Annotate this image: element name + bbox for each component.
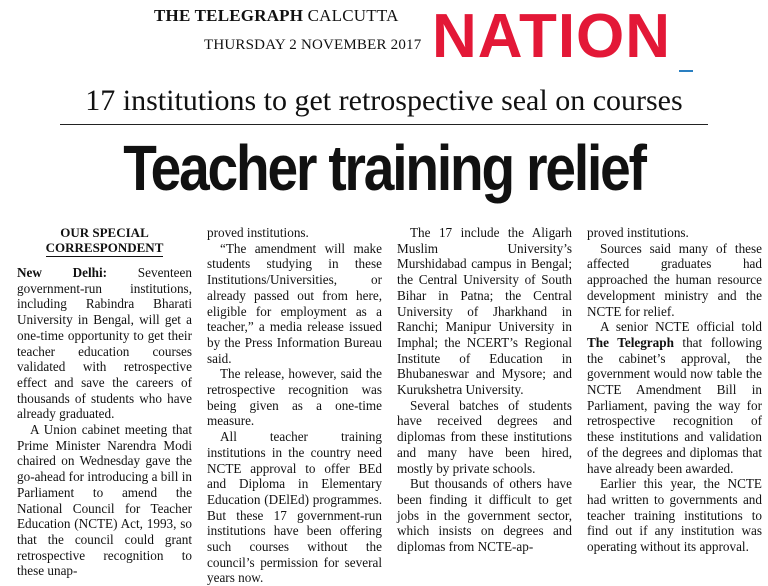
article-paragraph: “The amendment will make students studying in these Institutions/Universities, or already passed out from here, eligible for employment as a teacher,” a media release issued by the Press Information Bureau said.: [207, 240, 382, 366]
kicker-headline: 17 institutions to get retrospective seal on courses: [85, 84, 683, 117]
main-headline: Teacher training relief: [123, 132, 645, 204]
article-column-1: [17, 225, 192, 579]
paragraph-text: Seventeen government-run institutions, including Rabindra Bharati University in Bengal, will get a one-time opportunity to get their teacher education courses validated with retrospective effect and save the careers of thousands of students who have already graduated.: [17, 265, 192, 422]
kicker-rule: [60, 124, 708, 125]
article-column-2: [207, 225, 382, 586]
newspaper-city: CALCUTTA: [307, 6, 399, 25]
article-column-3: [397, 225, 572, 555]
newspaper-title: THE TELEGRAPH: [154, 6, 304, 25]
byline-line-2: CORRESPONDENT: [45, 240, 164, 255]
paragraph-text: that following: [673, 334, 762, 350]
article-paragraph: But thousands of others have been finding it difficult to get jobs in the government sector, which insists on degrees and diplomas from NCTE-ap-: [397, 476, 572, 555]
article-paragraph: proved institutions.: [207, 225, 309, 240]
section-title: NATION: [432, 2, 672, 71]
article-paragraph: All teacher training institutions in the country need NCTE approval to offer BEd and Diploma in Elementary Education (DElEd) programmes. But these 17 government-run institutions have been offering such courses without the council’s permission for several years now.: [207, 429, 382, 586]
byline: [17, 225, 192, 257]
section-accent-mark: [679, 70, 693, 72]
dateline: New Delhi:: [17, 265, 108, 280]
paragraph-text: the cabinet’s approval, the government would now table the NCTE Amendment Bill in Parliament, paving the way for retrospective recognition of these institutions and validation of the degrees and diplomas that have already been awarded.: [587, 350, 762, 476]
article-column-4: [587, 225, 762, 555]
article-paragraph: The release, however, said the retrospective recognition was being given as a one-time measure.: [207, 366, 382, 429]
paragraph-text: A senior NCTE official told: [600, 319, 762, 335]
article-paragraph: proved institutions.: [587, 225, 689, 240]
article-paragraph: Earlier this year, the NCTE had written to governments and teacher training institutions to find out if any institution was operating without its approval.: [587, 476, 762, 555]
article-paragraph: [17, 265, 192, 422]
issue-date: THURSDAY 2 NOVEMBER 2017: [204, 37, 422, 53]
article-paragraph: A Union cabinet meeting that Prime Minister Narendra Modi chaired on Wednesday gave the go-ahead for introducing a bill in Parliament to amend the National Council for Teacher Education (NCTE) Act, 1993, so that the council could grant retrospective recognition to these unap-: [17, 422, 192, 579]
article-paragraph: [587, 319, 762, 476]
newspaper-name: [154, 6, 399, 26]
byline-line-1: OUR SPECIAL: [60, 225, 149, 240]
article-paragraph: Sources said many of these affected graduates had approached the human resource development ministry and the NCTE for relief.: [587, 240, 762, 319]
article-paragraph: The 17 include the Aligarh Muslim University’s Murshidabad campus in Bengal; the Central University of South Bihar in Patna; the Central University of Jharkhand in Ranchi; Manipur University in Imphal; the NCERT’s Regional Institute of Education in Bhubaneswar and Mysore; and Kurukshetra University.: [397, 225, 572, 398]
masthead: [0, 0, 768, 80]
article-paragraph: Several batches of students have received degrees and diplomas from these institutions and many have been hired, mostly by private schools.: [397, 397, 572, 476]
newspaper-reference: The Telegraph: [587, 334, 674, 350]
